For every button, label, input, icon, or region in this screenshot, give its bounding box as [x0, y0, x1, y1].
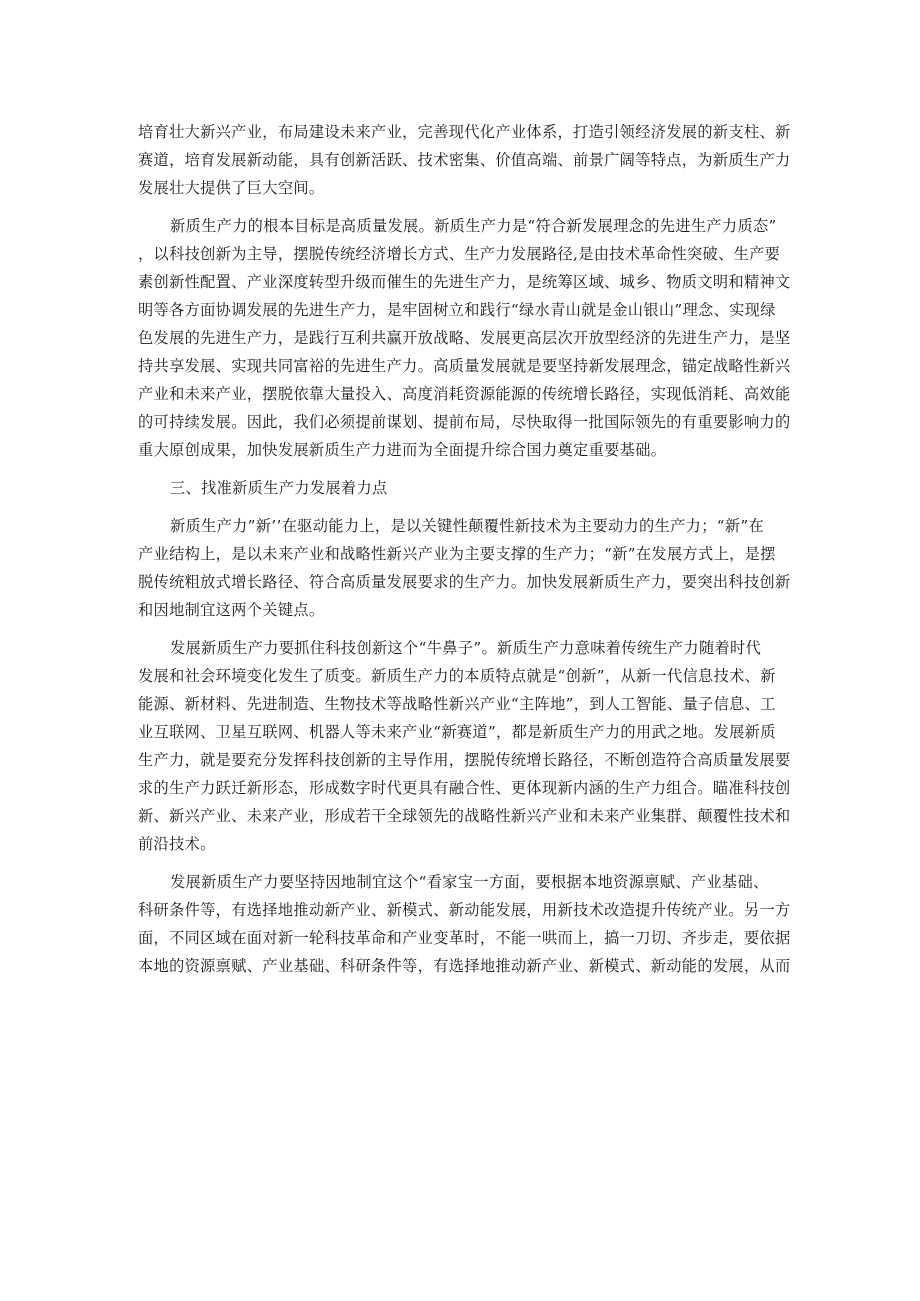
text-line: 发展壮大提供了巨大空间。: [138, 179, 325, 197]
text-line: ，以科技创新为主导，摆脱传统经济增长方式、生产力发展路径,是由技术革命性突破、生产要: [138, 245, 781, 263]
text-line: 业互联网、卫星互联网、机器人等未来产业“新赛道”，都是新质生产力的用武之地。发展新质: [138, 723, 776, 741]
text-line: 能源、新材料、先进制造、生物技术等战略性新兴产业“主阵地”，到人工智能、量子信息、工: [138, 695, 776, 713]
text-line: 发展新质生产力要抓住科技创新这个“牛鼻子”。新质生产力意味着传统生产力随着时代: [170, 639, 762, 657]
text-line: 新、新兴产业、未来产业，形成若干全球领先的战略性新兴产业和未来产业集群、颠覆性技术和: [138, 807, 791, 825]
text-line: 色发展的先进生产力，是践行互利共赢开放战略、发展更高层次开放型经济的先进生产力，是坚: [138, 329, 791, 347]
text-line: 赛道，培育发展新动能，具有创新活跃、技术密集、价值高端、前景广阔等特点，为新质生产力: [138, 151, 791, 169]
paragraph-5: [138, 868, 791, 980]
text-line: 重大原创成果，加快发展新质生产力进而为全面提升综合国力奠定重要基础。: [138, 441, 667, 459]
text-line: 产业和未来产业，摆脱依靠大量投入、高度消耗资源能源的传统增长路径，实现低消耗、高效能: [138, 385, 791, 403]
text-line: 科研条件等，有选择地推动新产业、新模式、新动能发展，用新技术改造提升传统产业。另一方: [138, 901, 791, 919]
paragraph-1: [138, 118, 791, 202]
text-line: 本地的资源禀赋、产业基础、科研条件等，有选择地推动新产业、新模式、新动能的发展，从而: [138, 957, 791, 975]
text-line: 前沿技术。: [138, 835, 216, 853]
text-line: 培育壮大新兴产业，布局建设未来产业，完善现代化产业体系，打造引领经济发展的新支柱、新: [138, 123, 791, 141]
text-line: 脱传统粗放式增长路径、符合高质量发展要求的生产力。加快发展新质生产力，要突出科技创新: [138, 573, 791, 591]
text-line: 发展新质生产力要坚持因地制宜这个“看家宝一方面，要根据本地资源禀赋、产业基础、: [170, 873, 769, 891]
section-heading: 三、找准新质生产力发展着力点: [170, 479, 388, 497]
text-line: 和因地制宜这两个关键点。: [138, 601, 325, 619]
text-line: 明等各方面协调发展的先进生产力，是牢固树立和践行“绿水青山就是金山银山”理念、实现绿: [138, 301, 776, 319]
paragraph-4: [138, 634, 791, 858]
text-line: 发展和社会环境变化发生了质变。新质生产力的本质特点就是“创新”，从新一代信息技术、新: [138, 667, 776, 685]
paragraph-2: [138, 212, 791, 464]
text-line: 产业结构上，是以未来产业和战略性新兴产业为主要支撑的生产力；“新”在发展方式上，是摆: [138, 545, 776, 563]
text-line: 的可持续发展。因此，我们必须提前谋划、提前布局，尽快取得一批国际领先的有重要影响力的: [138, 413, 791, 431]
text-line: 生产力，就是要充分发挥科技创新的主导作用，摆脱传统增长路径，不断创造符合高质量发展要: [138, 751, 791, 769]
text-line: 求的生产力跃迁新形态，形成数字时代更具有融合性、更体现新内涵的生产力组合。瞄准科技创: [138, 779, 791, 797]
text-line: 新质生产力的根本目标是高质量发展。新质生产力是“符合新发展理念的先进生产力质态”: [170, 217, 777, 235]
text-line: 面，不同区域在面对新一轮科技革命和产业变革时，不能一哄而上，搞一刀切、齐步走，要依据: [138, 929, 791, 947]
text-line: 新质生产力”新’’在驱动能力上，是以关键性颠覆性新技术为主要动力的生产力；“新”在: [170, 517, 765, 535]
paragraph-3: [138, 512, 791, 624]
text-line: 素创新性配置、产业深度转型升级而催生的先进生产力，是统筹区域、城乡、物质文明和精神文: [138, 273, 791, 291]
document-body: [138, 118, 791, 990]
text-line: 持共享发展、实现共同富裕的先进生产力。高质量发展就是要坚持新发展理念，锚定战略性新兴: [138, 357, 791, 375]
